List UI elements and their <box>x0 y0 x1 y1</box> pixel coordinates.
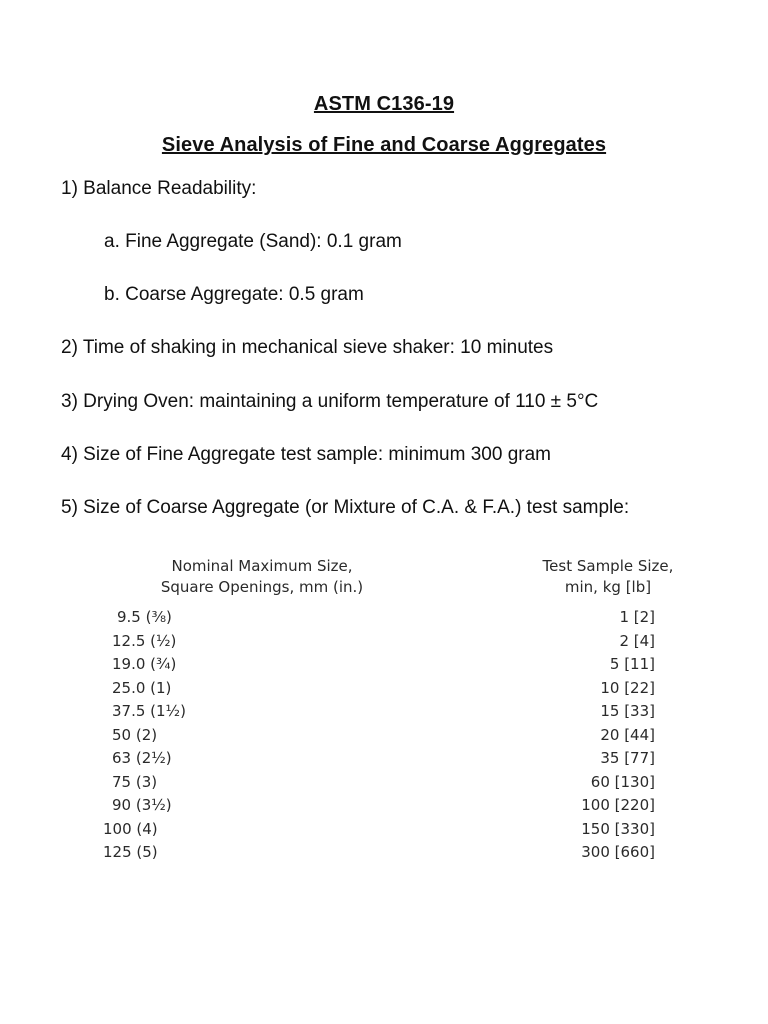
sample-size-table <box>95 556 695 861</box>
item-shaking-time: 2) Time of shaking in mechanical sieve shaker: 10 minutes <box>61 337 554 358</box>
column-header-sample-size <box>513 556 703 598</box>
table-row-sample-size: 15 [33] <box>600 702 655 720</box>
item-fine-aggregate-readability: a. Fine Aggregate (Sand): 0.1 gram <box>104 231 402 252</box>
table-row-sample-size: 300 [660] <box>581 843 655 861</box>
table-row-nominal-size: 90 (3½) <box>112 796 172 814</box>
item-drying-oven: 3) Drying Oven: maintaining a uniform temperature of 110 ± 5°C <box>61 391 599 412</box>
column-header-nominal-size <box>117 556 407 598</box>
sample-size-column <box>525 606 655 865</box>
table-row-nominal-size: 25.0 (1) <box>112 678 172 697</box>
table-row-sample-size: 20 [44] <box>600 725 655 744</box>
table-row-sample-size: 5 [11] <box>609 655 655 673</box>
header-left-line1: Nominal Maximum Size, <box>171 557 353 575</box>
item-fine-sample-size: 4) Size of Fine Aggregate test sample: minimum 300 gram <box>61 444 552 465</box>
table-row-nominal-size: 12.5 (½) <box>112 631 177 650</box>
document-title: ASTM C136-19 <box>313 93 455 115</box>
table-row-sample-size: 2 [4] <box>619 631 655 650</box>
item-balance-readability: 1) Balance Readability: <box>61 178 257 199</box>
table-row-nominal-size: 9.5 (⅜) <box>117 608 172 626</box>
table-row-sample-size: 10 [22] <box>600 678 655 697</box>
table-row-nominal-size: 125 (5) <box>103 843 158 861</box>
table-row-sample-size: 60 [130] <box>590 772 655 791</box>
nominal-size-column <box>95 606 275 865</box>
table-row-nominal-size: 100 (4) <box>103 819 158 838</box>
header-left-line2: Square Openings, mm (in.) <box>160 578 364 596</box>
table-row-nominal-size: 37.5 (1½) <box>112 702 186 720</box>
document-subtitle: Sieve Analysis of Fine and Coarse Aggregates <box>161 134 607 156</box>
table-row-sample-size: 35 [77] <box>600 749 655 767</box>
table-row-sample-size: 100 [220] <box>581 796 655 814</box>
header-right-line1: Test Sample Size, <box>542 557 674 575</box>
table-row-nominal-size: 19.0 (¾) <box>112 655 177 673</box>
table-row-nominal-size: 63 (2½) <box>112 749 172 767</box>
table-row-nominal-size: 75 (3) <box>112 772 158 791</box>
item-coarse-aggregate-readability: b. Coarse Aggregate: 0.5 gram <box>104 284 364 305</box>
table-row-sample-size: 150 [330] <box>581 819 655 838</box>
header-right-line2: min, kg [lb] <box>564 578 652 596</box>
table-row-sample-size: 1 [2] <box>619 608 655 626</box>
item-coarse-sample-size: 5) Size of Coarse Aggregate (or Mixture of C.A. & F.A.) test sample: <box>61 497 630 518</box>
table-row-nominal-size: 50 (2) <box>112 725 158 744</box>
